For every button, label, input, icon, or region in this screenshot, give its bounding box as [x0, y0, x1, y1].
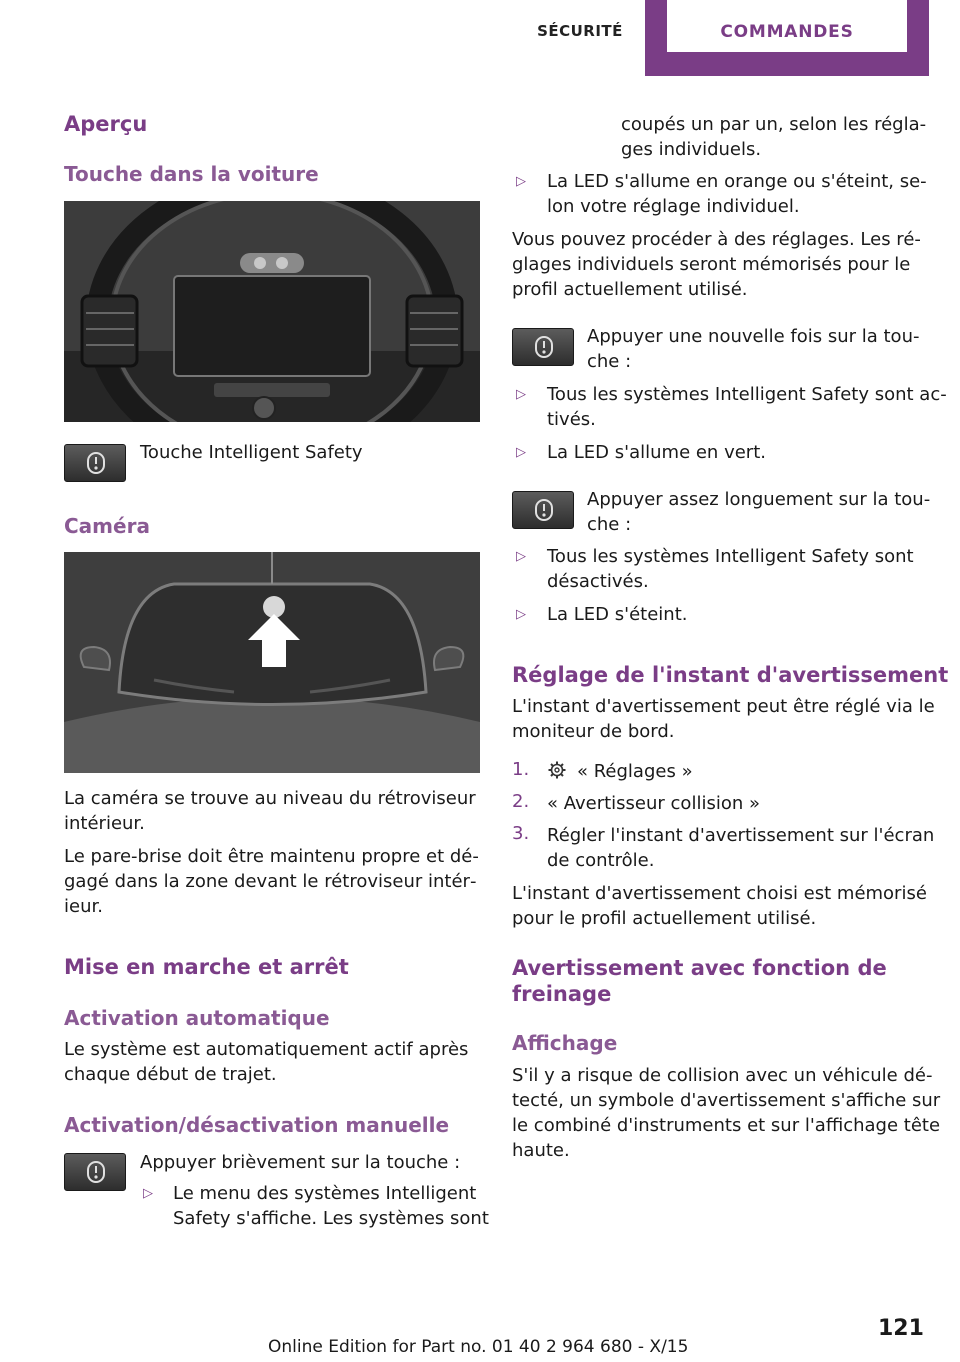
camera-text-2a: Le pare-brise doit être maintenu propre et dé‐ — [64, 846, 479, 867]
intelligent-safety-button-image — [64, 444, 126, 482]
manuel-bullet-b: Safety s'affiche. Les systèmes sont — [173, 1208, 489, 1229]
reglage-instant-a: L'instant d'avertissement peut être réglé via le — [512, 696, 935, 717]
gear-icon — [548, 761, 566, 779]
affichage-text-a: S'il y a risque de collision avec un véhicule dé‐ — [512, 1065, 933, 1086]
intelligent-safety-icon — [534, 499, 554, 521]
heading-touche: Touche dans la voiture — [64, 162, 319, 186]
heading-activation-auto: Activation automatique — [64, 1006, 330, 1030]
press2-text-b: che : — [587, 351, 632, 372]
triangle-bullet-icon: ▷ — [516, 445, 526, 460]
intelligent-safety-icon — [86, 1161, 106, 1183]
heading-affichage: Affichage — [512, 1031, 618, 1055]
all-active-b: tivés. — [547, 409, 596, 430]
all-active-a: Tous les systèmes Intelligent Safety sont ac‐ — [547, 384, 947, 405]
step-3-text-b: de contrôle. — [547, 850, 655, 871]
header-tabs — [0, 0, 960, 76]
triangle-bullet-icon: ▷ — [516, 549, 526, 564]
heading-apercu: Aperçu — [64, 112, 148, 136]
triangle-bullet-icon: ▷ — [516, 174, 526, 189]
triangle-bullet-icon: ▷ — [516, 387, 526, 402]
intelligent-safety-icon — [534, 336, 554, 358]
intelligent-safety-button-image — [512, 328, 574, 366]
auto-text-b: chaque début de trajet. — [64, 1064, 277, 1085]
tab-securite[interactable]: SÉCURITÉ — [537, 22, 623, 40]
camera-text-1b: intérieur. — [64, 813, 145, 834]
windscreen-photo — [64, 552, 480, 773]
step-number: 1. — [512, 759, 530, 780]
dashboard-photo — [64, 201, 480, 422]
footer-edition: Online Edition for Part no. 01 40 2 964 680 - X/15 — [268, 1337, 689, 1357]
reglage-text-b: glages individuels seront mémorisés pour le — [512, 254, 911, 275]
affichage-text-b: tecté, un symbole d'avertissement s'affiche sur — [512, 1090, 941, 1111]
led-off: La LED s'éteint. — [547, 604, 688, 625]
auto-text-a: Le système est automatiquement actif après — [64, 1039, 469, 1060]
camera-text-2c: ieur. — [64, 896, 103, 917]
caption-button: Touche Intelligent Safety — [140, 442, 363, 463]
heading-reglage-instant: Réglage de l'instant d'avertissement — [512, 663, 949, 687]
step-number: 2. — [512, 791, 530, 812]
led-orange-b: lon votre réglage individuel. — [547, 196, 800, 217]
tab-commandes[interactable]: COMMANDES — [720, 22, 854, 42]
affichage-text-d: haute. — [512, 1140, 570, 1161]
memo-text-a: L'instant d'avertissement choisi est mémorisé — [512, 883, 927, 904]
camera-text-2b: gagé dans la zone devant le rétroviseur intér‐ — [64, 871, 477, 892]
manuel-bullet-a: Le menu des systèmes Intelligent — [173, 1183, 477, 1204]
heading-avertissement-b: freinage — [512, 982, 612, 1006]
all-inactive-b: désactivés. — [547, 571, 649, 592]
step-number: 3. — [512, 823, 530, 844]
step-1-text: « Réglages » — [577, 761, 693, 782]
reglage-text-c: profil actuellement utilisé. — [512, 279, 748, 300]
tab-commandes-inner — [667, 0, 907, 52]
heading-mise-en-marche: Mise en marche et arrêt — [64, 955, 349, 979]
triangle-bullet-icon: ▷ — [516, 607, 526, 622]
intelligent-safety-icon — [86, 452, 106, 474]
heading-avertissement-a: Avertissement avec fonction de — [512, 956, 887, 980]
tab-commandes-frame[interactable] — [645, 0, 929, 76]
intelligent-safety-button-image — [512, 491, 574, 529]
memo-text-b: pour le profil actuellement utilisé. — [512, 908, 817, 929]
press3-text-a: Appuyer assez longuement sur la tou‐ — [587, 489, 931, 510]
led-orange-a: La LED s'allume en orange ou s'éteint, se‐ — [547, 171, 927, 192]
affichage-text-c: le combiné d'instruments et sur l'affichage tête — [512, 1115, 941, 1136]
step-3-text-a: Régler l'instant d'avertissement sur l'écran — [547, 825, 935, 846]
led-green: La LED s'allume en vert. — [547, 442, 766, 463]
cont-text-b: ges individuels. — [621, 139, 762, 160]
cont-text-a: coupés un par un, selon les régla‐ — [621, 114, 927, 135]
intelligent-safety-button-image — [64, 1153, 126, 1191]
camera-text-1a: La caméra se trouve au niveau du rétroviseur — [64, 788, 476, 809]
press3-text-b: che : — [587, 514, 632, 535]
heading-activation-manuelle: Activation/désactivation manuelle — [64, 1113, 450, 1137]
reglage-instant-b: moniteur de bord. — [512, 721, 675, 742]
manuel-press-text: Appuyer brièvement sur la touche : — [140, 1152, 461, 1173]
reglage-text-a: Vous pouvez procéder à des réglages. Les ré‐ — [512, 229, 921, 250]
heading-camera: Caméra — [64, 514, 150, 538]
all-inactive-a: Tous les systèmes Intelligent Safety sont — [547, 546, 914, 567]
step-2-text: « Avertisseur collision » — [547, 793, 760, 814]
press2-text-a: Appuyer une nouvelle fois sur la tou‐ — [587, 326, 920, 347]
page-number: 121 — [878, 1316, 924, 1341]
triangle-bullet-icon: ▷ — [143, 1186, 153, 1201]
